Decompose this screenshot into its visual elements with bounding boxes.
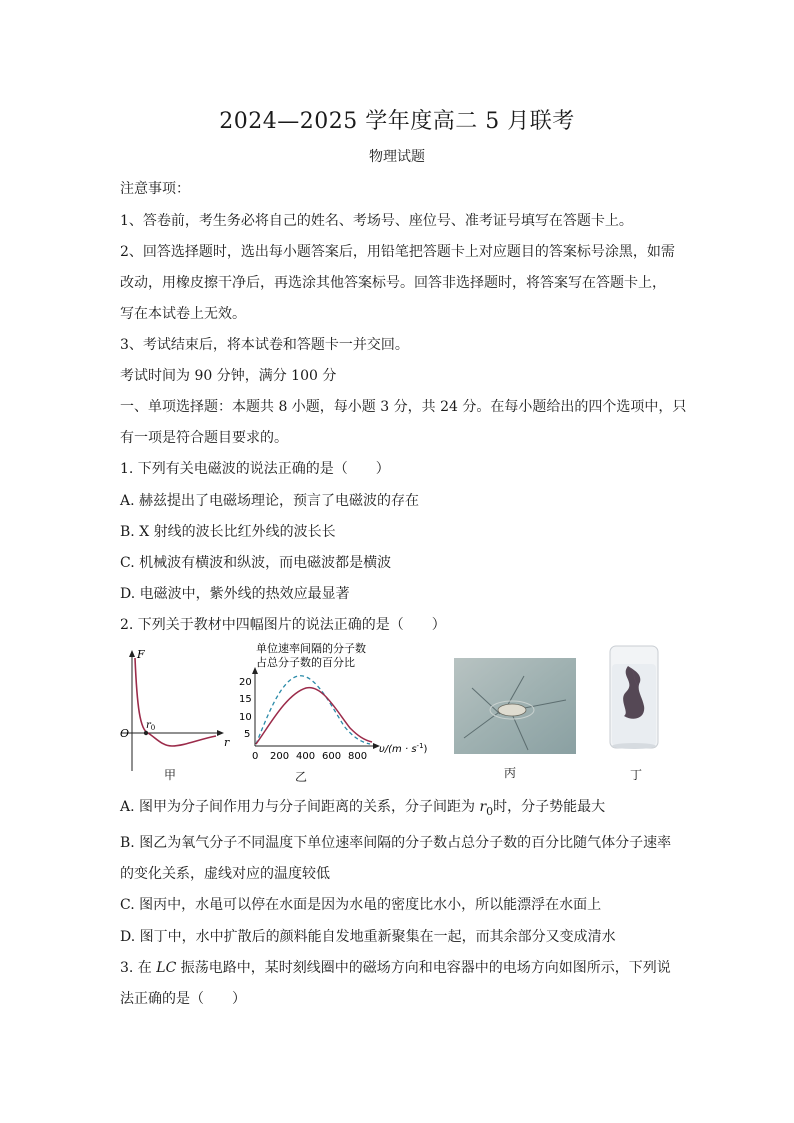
q1-option-a: A. 赫兹提出了电磁场理论，预言了电磁波的存在 [120,493,420,509]
q1-option-c: C. 机械波有横波和纵波，而电磁波都是横波 [120,555,392,571]
figure-jia-r-label: r [224,736,230,749]
figure-yi-xtick-600: 600 [322,751,342,762]
figure-jia-caption: 甲 [164,768,177,782]
figure-yi-ytick-20: 20 [239,677,252,688]
page-title: 2024—2025 学年度高二 5 月联考 [219,109,575,134]
q2-option-b-line-1: B. 图乙为氧气分子不同温度下单位速率间隔的分子数占总分子数的百分比随气体分子速率 [120,835,672,851]
figure-jia-f-label: F [137,648,145,661]
figure-yi-ytick-15: 15 [239,694,252,705]
note-3: 3、考试结束后，将本试卷和答题卡一并交回。 [120,337,409,353]
figure-ding-caption: 丁 [630,768,643,782]
figure-bing-caption: 丙 [504,766,517,780]
figure-yi-xtick-400: 400 [296,751,316,762]
page-subtitle: 物理试题 [369,149,425,165]
section-1-line-1: 一、单项选择题：本题共 8 小题，每小题 3 分，共 24 分。在每小题给出的四个选项中，只 [120,399,687,415]
q3-stem-line-2: 法正确的是（ ） [120,991,246,1007]
figure-yi-xlabel: υ/(m · s [379,744,417,755]
q2-option-c: C. 图丙中，水黾可以停在水面是因为水黾的密度比水小，所以能漂浮在水面上 [120,897,602,913]
q3-stem-line-1: 3. 在 LC 振荡电路中，某时刻线圈中的磁场方向和电容器中的电场方向如图所示，下列说 [120,960,671,976]
q1-option-b: B. X 射线的波长比红外线的波长长 [120,524,336,540]
note-2-line-2: 改动，用橡皮擦干净后，再选涂其他答案标号。回答非选择题时，将答案写在答题卡上， [120,275,666,291]
figure-yi-xlabel-sup: -1 [416,742,424,750]
section-1-line-2: 有一项是符合题目要求的。 [120,430,288,446]
q2-option-d: D. 图丁中，水中扩散后的颜料能自发地重新聚集在一起，而其余部分又变成清水 [120,929,616,945]
q2-option-b-line-2: 的变化关系，虚线对应的温度较低 [120,866,330,882]
figure-jia-o-label: O [120,727,130,740]
figure-ding [606,642,664,752]
figure-yi-xtick-800: 800 [348,751,368,762]
figure-bing [454,658,576,754]
figure-yi-ylabel-2: 占总分子数的百分比 [256,656,355,669]
figure-yi-caption: 乙 [295,770,308,784]
figure-yi-xtick-200: 200 [270,751,290,762]
svg-text:υ/(m · s-1) [379,742,428,755]
note-2-line-3: 写在本试卷上无效。 [120,306,246,322]
q2-option-a: A. 图甲为分子间作用力与分子间距离的关系，分子间距为 $r_0$时，分子势能最大 [120,799,606,818]
q2-stem: 2. 下列关于教材中四幅图片的说法正确的是（ ） [120,617,446,633]
figure-yi-solid-curve [256,688,372,744]
q1-stem: 1. 下列有关电磁波的说法正确的是（ ） [120,461,390,477]
figure-yi-ytick-10: 10 [239,712,252,723]
q1-option-d: D. 电磁波中，紫外线的热效应最显著 [120,586,350,602]
figure-yi-xtick-0: 0 [252,751,259,762]
figure-jia [120,646,235,776]
figure-yi-xlabel-end: ) [423,744,428,755]
figure-yi [236,640,426,765]
figure-yi-ylabel-1: 单位速率间隔的分子数 [256,642,366,655]
note-2-line-1: 2、回答选择题时，选出每小题答案后，用铅笔把答题卡上对应题目的答案标号涂黑，如需 [120,244,675,260]
q2-figures [120,640,680,790]
exam-time: 考试时间为 90 分钟，满分 100 分 [120,368,337,384]
note-1: 1、答卷前，考生务必将自己的姓名、考场号、座位号、准考证号填写在答题卡上。 [120,213,633,229]
figure-jia-r0: r [146,720,151,731]
notes-heading: 注意事项： [120,181,190,197]
figure-yi-dashed-curve [256,676,370,744]
figure-yi-ytick-5: 5 [244,729,251,740]
svg-text:r0 [146,720,155,732]
figure-jia-r0-sub: 0 [150,724,156,732]
